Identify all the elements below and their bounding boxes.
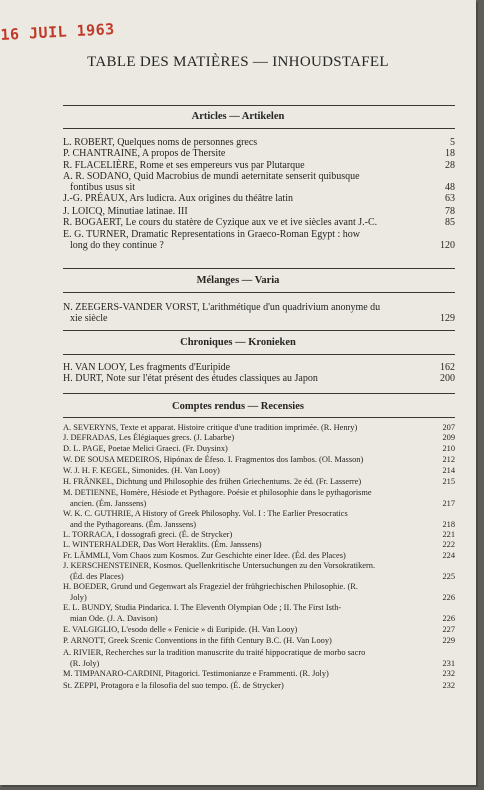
date-stamp: 16 JUIL 1963: [0, 20, 116, 44]
entry-text: R. FLACELIÈRE, Rome et ses empereurs vus par Plutarque: [63, 160, 305, 171]
toc-entry: [63, 561, 455, 582]
divider: [63, 292, 455, 293]
entry-text-continued: xie siècle: [70, 313, 108, 324]
toc-entry: [63, 373, 455, 384]
entry-text: J. DEFRADAS, Les Élégiaques grecs. (J. Labarbe): [63, 433, 235, 442]
divider: [63, 393, 455, 394]
section-heading-articles: Articles — Artikelen: [191, 111, 285, 122]
toc-entry: [63, 582, 455, 603]
page-number: 162: [440, 362, 455, 373]
divider: [63, 268, 455, 269]
page-number: 226: [442, 613, 455, 623]
entry-text: M. DETIENNE, Homère, Hésiode et Pythagore. Poésie et philosophie dans le pythagorisme: [63, 488, 372, 497]
entry-text: E. L. BUNDY, Studia Pindarica. I. The Eleventh Olympian Ode ; II. The First Isth-: [63, 603, 342, 612]
toc-entry: [63, 681, 455, 692]
entry-text: A. R. SODANO, Quid Macrobius de mundi aeternitate senserit quibusque: [63, 171, 360, 182]
toc-entry: [63, 137, 455, 148]
page-title: TABLE DES MATIÈRES — INHOUDSTAFEL: [87, 54, 389, 70]
toc-entry: [63, 160, 455, 171]
entry-text: N. ZEEGERS-VANDER VORST, L'arithmétique d'un quadrivium anonyme du: [63, 302, 381, 313]
toc-entry: [63, 206, 455, 217]
page-number: 78: [445, 206, 455, 217]
page-number: 222: [442, 540, 455, 549]
divider: [63, 128, 455, 129]
divider: [63, 417, 455, 418]
entry-text: H. BOEDER, Grund und Gegenwart als Frageziel der frühgriechischen Philosophie. (R.: [63, 582, 358, 591]
page-number: 210: [442, 444, 455, 453]
entry-text: E. VALGIGLIO, L'esodo delle « Fenicie » di Euripide. (H. Van Looy): [63, 625, 298, 634]
section-heading-comptes: Comptes rendus — Recensies: [172, 401, 304, 412]
toc-entry: [63, 636, 455, 647]
entry-text: M. TIMPANARO-CARDINI, Pitagorici. Testimonianze e Frammenti. (R. Joly): [63, 669, 329, 678]
entry-text: H. FRÄNKEL, Dichtung und Philosophie des frühen Griechentums. 2e éd. (Fr. Lasserre): [63, 477, 362, 486]
page-number: 5: [450, 137, 455, 148]
toc-entry: [63, 229, 455, 251]
page-number: 226: [442, 592, 455, 602]
entry-text: P. ARNOTT, Greek Scenic Conventions in the fifth Century B.C. (H. Van Looy): [63, 636, 332, 645]
entry-text-continued: mian Ode. (J. A. Davison): [70, 613, 158, 623]
entry-text-continued: ancien. (Ém. Janssens): [70, 498, 147, 508]
divider: [63, 105, 455, 106]
entry-text: L. ROBERT, Quelques noms de personnes grecs: [63, 137, 258, 148]
entry-text: P. CHANTRAINE, A propos de Thersite: [63, 148, 226, 159]
page-number: 218: [442, 519, 455, 529]
page-number: 215: [442, 477, 455, 486]
toc-entry: [63, 171, 455, 193]
entry-text: W. DE SOUSA MEDEIROS, Hipónax de Éfeso. I. Fragmentos dos Iambos. (Ol. Masson): [63, 455, 364, 464]
page-number: 225: [442, 571, 455, 581]
entry-text: A. RIVIER, Recherches sur la tradition manuscrite du traité hippocratique de morbo sacro: [63, 648, 366, 657]
page-number: 48: [445, 182, 455, 193]
section-heading-melanges: Mélanges — Varia: [196, 275, 280, 286]
toc-entry: [63, 540, 455, 551]
divider: [63, 330, 455, 331]
toc-entry: [63, 148, 455, 159]
entry-text: J.-G. PRÉAUX, Ars ludicra. Aux origines du théâtre latin: [63, 193, 293, 204]
entry-text: H. VAN LOOY, Les fragments d'Euripide: [63, 362, 231, 373]
page-number: 232: [442, 681, 455, 690]
page-number: 28: [445, 160, 455, 171]
entry-text: W. K. C. GUTHRIE, A History of Greek Philosophy. Vol. I : The Earlier Presocratics: [63, 509, 348, 518]
page-number: 221: [442, 530, 455, 539]
page-number: 217: [442, 498, 455, 508]
entry-text: W. J. H. F. KEGEL, Simonides. (H. Van Looy): [63, 466, 220, 475]
page-number: 200: [440, 373, 455, 384]
toc-entry: [63, 302, 455, 324]
toc-entry: [63, 466, 455, 477]
section-heading-chroniques: Chroniques — Kronieken: [180, 337, 296, 348]
entry-text: Fr. LÄMMLI, Vom Chaos zum Kosmos. Zur Geschichte einer Idee. (Éd. des Places): [63, 551, 346, 560]
entry-text: A. SEVERYNS, Texte et apparat. Histoire critique d'une tradition imprimée. (R. Henry): [63, 423, 358, 432]
entry-text: L. WINTERHALDER, Das Wort Heraklits. (Ém. Janssens): [63, 540, 262, 549]
page-number: 229: [442, 636, 455, 645]
page-number: 85: [445, 217, 455, 228]
toc-entry: [63, 488, 455, 509]
page-number: 63: [445, 193, 455, 204]
entry-text: R. BOGAERT, Le cours du statère de Cyzique aux ve et ive siècles avant J.-C.: [63, 217, 378, 228]
page-number: 227: [442, 625, 455, 634]
toc-entry: [63, 217, 455, 228]
toc-entry: [63, 362, 455, 373]
toc-entry: [63, 669, 455, 680]
entry-text: L. TORRACA, I dossografi greci. (É. de Strycker): [63, 530, 233, 539]
page-number: 129: [440, 313, 455, 324]
entry-text-continued: fontibus usus sit: [70, 182, 136, 193]
page-number: 232: [442, 669, 455, 678]
toc-entry: [63, 444, 455, 455]
toc-entry: [63, 433, 455, 444]
entry-text: H. DURT, Note sur l'état présent des études classiques au Japon: [63, 373, 318, 384]
page-number: 231: [442, 658, 455, 668]
entry-text-continued: and the Pythagoreans. (Ém. Janssens): [70, 519, 197, 529]
entry-text: D. L. PAGE, Poetae Melici Graeci. (Fr. Duysinx): [63, 444, 228, 453]
entry-text-continued: Joly): [70, 592, 87, 602]
entry-text: J. LOICQ, Minutiae latinae. III: [63, 206, 188, 217]
toc-entry: [63, 625, 455, 636]
toc-entry: [63, 530, 455, 541]
page-number: 18: [445, 148, 455, 159]
toc-entry: [63, 509, 455, 530]
page-number: 212: [442, 455, 455, 464]
entry-text: J. KERSCHENSTEINER, Kosmos. Quellenkritische Untersuchungen zu den Vorsokratikern.: [63, 561, 376, 570]
divider: [63, 354, 455, 355]
page-number: 120: [440, 240, 455, 251]
entry-text-continued: (Éd. des Places): [70, 571, 124, 581]
entry-text-continued: (R. Joly): [70, 658, 100, 668]
page-number: 224: [442, 551, 455, 560]
page-number: 214: [442, 466, 455, 475]
toc-entry: [63, 455, 455, 466]
toc-entry: [63, 477, 455, 488]
entry-text-continued: long do they continue ?: [70, 240, 164, 251]
entry-text: St. ZEPPI, Protagora e la filosofia del suo tempo. (É. de Strycker): [63, 681, 284, 690]
toc-entry: [63, 603, 455, 624]
toc-entry: [63, 648, 455, 669]
toc-entry: [63, 423, 455, 434]
page-number: 207: [442, 423, 455, 432]
page-number: 209: [442, 433, 455, 442]
toc-entry: [63, 193, 455, 204]
toc-entry: [63, 551, 455, 562]
entry-text: E. G. TURNER, Dramatic Representations in Graeco-Roman Egypt : how: [63, 229, 360, 240]
